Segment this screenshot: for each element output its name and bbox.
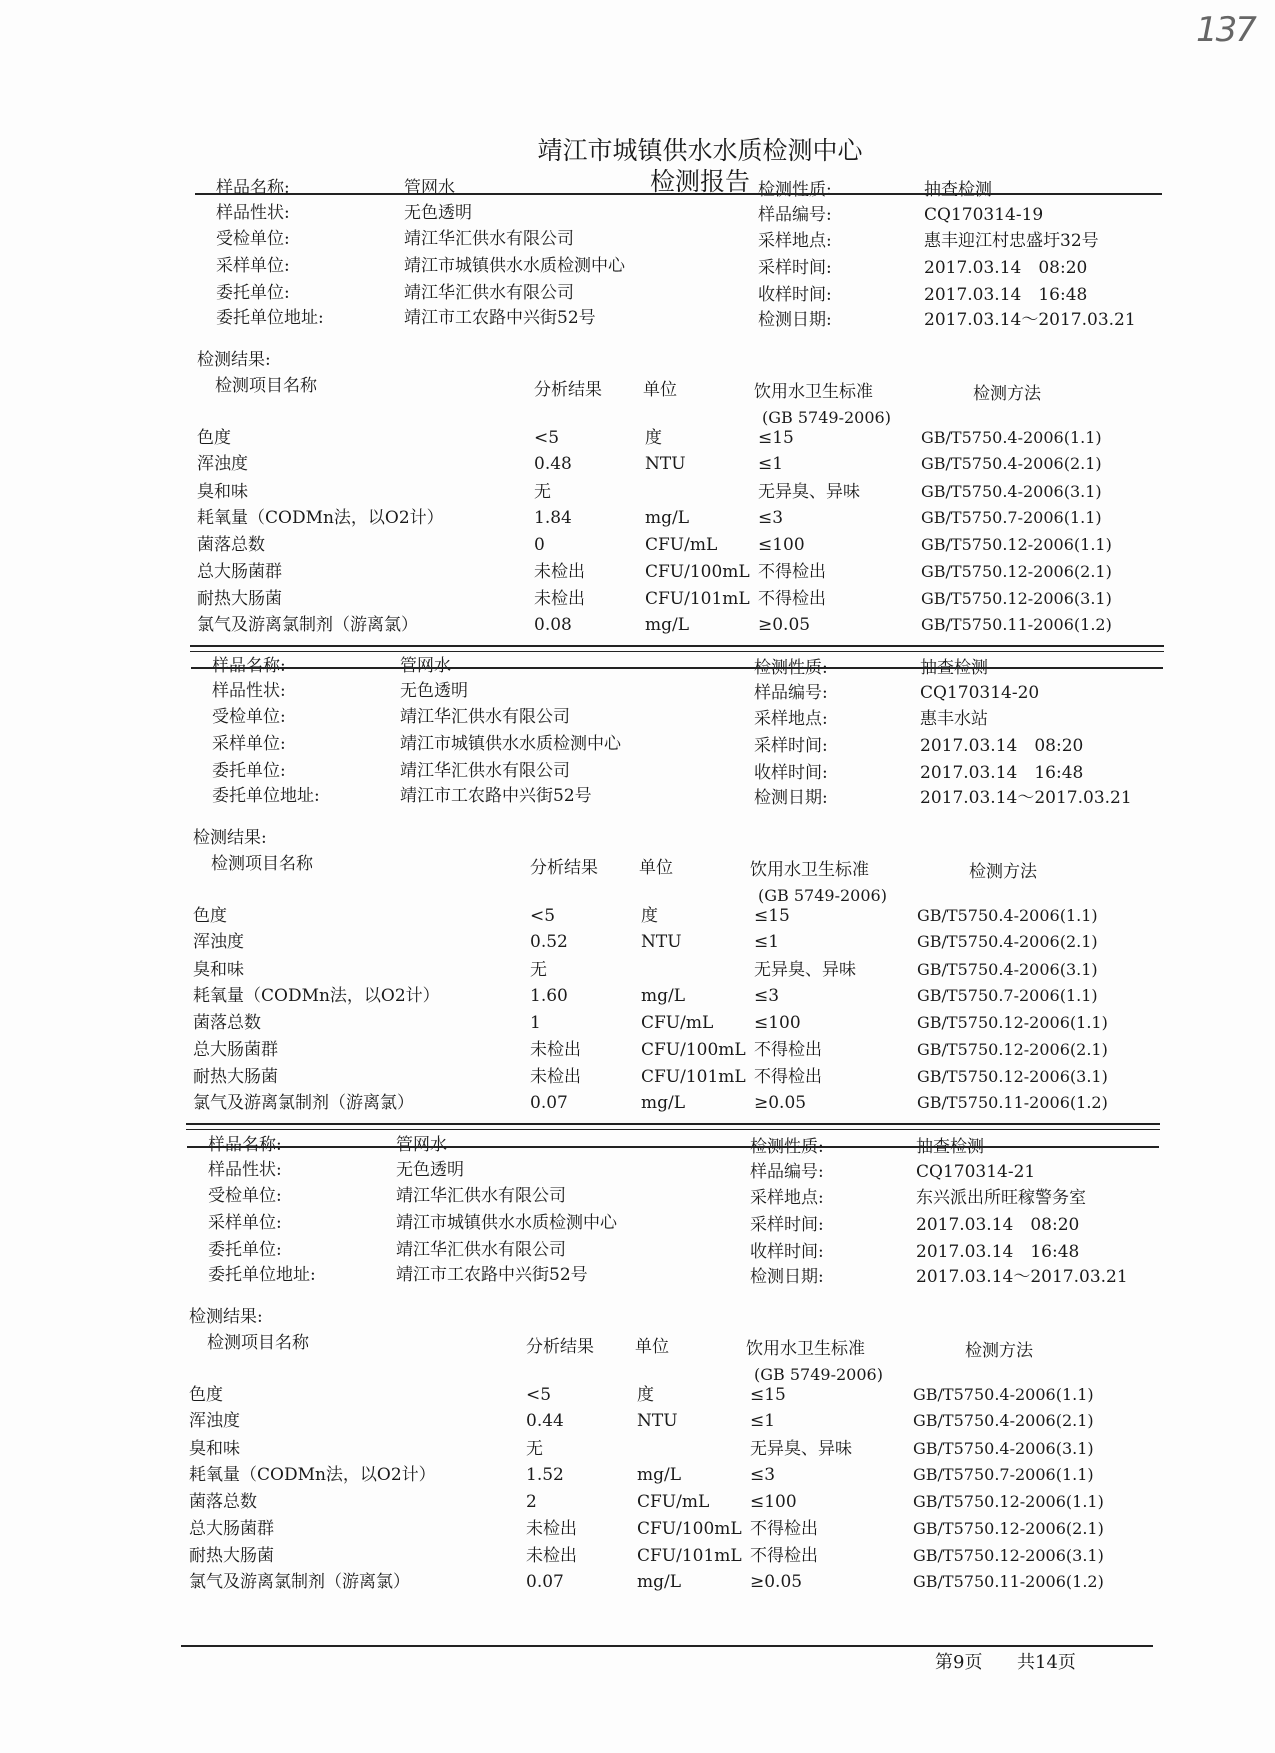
value-inspected-unit: 靖江华汇供水有限公司: [404, 229, 574, 249]
label-inspected-unit: 受检单位:: [216, 229, 290, 249]
block-top-rule: [187, 1146, 1159, 1148]
block-top-rule: [191, 667, 1163, 669]
label-sample-no: 样品编号:: [754, 683, 828, 703]
value-sampling-site: 惠丰水站: [920, 709, 988, 729]
cell-unit: mg/L: [641, 986, 686, 1006]
cell-item: 浑浊度: [189, 1411, 240, 1431]
cell-result: 0.07: [530, 1093, 568, 1113]
cell-unit: NTU: [645, 454, 686, 474]
cell-method: GB/T5750.4-2006(3.1): [921, 482, 1102, 501]
cell-method: GB/T5750.4-2006(2.1): [921, 454, 1102, 473]
cell-item: 臭和味: [197, 482, 248, 502]
cell-standard: 无异臭、异味: [754, 960, 856, 980]
label-sampling-time: 采样时间:: [754, 736, 828, 756]
column-header-standard-sub: (GB 5749-2006): [762, 408, 891, 427]
cell-method: GB/T5750.12-2006(1.1): [913, 1492, 1104, 1511]
value-entrusting-address: 靖江市工农路中兴街52号: [400, 786, 592, 806]
value-entrusting-address: 靖江市工农路中兴街52号: [404, 308, 596, 328]
label-inspected-unit: 受检单位:: [212, 707, 286, 727]
label-sampling-site: 采样地点:: [754, 709, 828, 729]
cell-result: 未检出: [530, 1040, 581, 1060]
value-sampling-unit: 靖江市城镇供水水质检测中心: [396, 1213, 617, 1233]
cell-unit: NTU: [641, 932, 682, 952]
cell-unit: mg/L: [645, 508, 690, 528]
cell-method: GB/T5750.12-2006(2.1): [921, 562, 1112, 581]
label-receive-time: 收样时间:: [754, 763, 828, 783]
value-sample-name: 管网水: [400, 656, 451, 676]
value-sampling-site: 惠丰迎江村忠盛圩32号: [924, 231, 1099, 251]
label-test-type: 检测性质:: [750, 1137, 824, 1157]
page-number: 137: [1196, 10, 1255, 50]
cell-item: 耗氧量（CODMn法，以O2计）: [197, 508, 444, 528]
cell-unit: CFU/mL: [637, 1492, 710, 1512]
report-title: 靖江市城镇供水水质检测中心: [537, 136, 863, 165]
value-entrusting-unit: 靖江华汇供水有限公司: [400, 761, 570, 781]
cell-unit: 度: [641, 906, 658, 926]
cell-item: 浑浊度: [197, 454, 248, 474]
cell-standard: ≥0.05: [750, 1572, 803, 1592]
cell-standard: ≥0.05: [754, 1093, 807, 1113]
cell-unit: mg/L: [637, 1465, 682, 1485]
label-sampling-unit: 采样单位:: [212, 734, 286, 754]
column-header-item: 检测项目名称: [215, 376, 317, 396]
cell-item: 菌落总数: [197, 535, 265, 555]
cell-standard: ≤3: [750, 1465, 776, 1485]
column-header-unit: 单位: [635, 1337, 669, 1357]
cell-unit: mg/L: [637, 1572, 682, 1592]
label-sampling-site: 采样地点:: [758, 231, 832, 251]
cell-result: 0.52: [530, 932, 568, 952]
block-bottom-rule: [190, 645, 1164, 647]
cell-method: GB/T5750.4-2006(1.1): [913, 1385, 1094, 1404]
cell-result: 0.08: [534, 615, 572, 635]
label-sample-name: 样品名称:: [212, 656, 286, 676]
cell-item: 菌落总数: [189, 1492, 257, 1512]
column-header-item: 检测项目名称: [207, 1333, 309, 1353]
cell-method: GB/T5750.12-2006(3.1): [913, 1546, 1104, 1565]
label-entrusting-address: 委托单位地址:: [216, 308, 324, 328]
cell-standard: ≤15: [750, 1385, 786, 1405]
results-label: 检测结果:: [193, 828, 267, 848]
column-header-standard: 饮用水卫生标准: [746, 1339, 865, 1359]
cell-standard: ≥0.05: [758, 615, 811, 635]
cell-result: 未检出: [534, 589, 585, 609]
cell-item: 总大肠菌群: [189, 1519, 274, 1539]
cell-method: GB/T5750.7-2006(1.1): [917, 986, 1098, 1005]
column-header-unit: 单位: [643, 380, 677, 400]
cell-method: GB/T5750.4-2006(3.1): [913, 1439, 1094, 1458]
cell-result: <5: [534, 428, 560, 448]
cell-unit: CFU/101mL: [637, 1546, 742, 1566]
label-test-date: 检测日期:: [758, 310, 832, 330]
cell-item: 色度: [197, 428, 231, 448]
cell-standard: ≤1: [754, 932, 780, 952]
block-top-rule: [195, 193, 1162, 195]
label-entrusting-unit: 委托单位:: [212, 761, 286, 781]
cell-standard: ≤3: [758, 508, 784, 528]
column-header-result: 分析结果: [530, 858, 598, 878]
cell-method: GB/T5750.4-2006(1.1): [917, 906, 1098, 925]
value-sample-no: CQ170314-19: [924, 205, 1044, 225]
label-sample-name: 样品名称:: [208, 1135, 282, 1155]
cell-method: GB/T5750.12-2006(3.1): [921, 589, 1112, 608]
cell-item: 色度: [193, 906, 227, 926]
value-sample-name: 管网水: [396, 1135, 447, 1155]
cell-method: GB/T5750.12-2006(2.1): [917, 1040, 1108, 1059]
cell-result: 0: [534, 535, 545, 555]
cell-result: 0.07: [526, 1572, 564, 1592]
cell-method: GB/T5750.12-2006(1.1): [917, 1013, 1108, 1032]
block-bottom-rule-thin: [190, 651, 1164, 652]
column-header-unit: 单位: [639, 858, 673, 878]
label-sampling-time: 采样时间:: [758, 258, 832, 278]
label-test-type: 检测性质:: [758, 180, 832, 200]
column-header-standard: 饮用水卫生标准: [750, 860, 869, 880]
cell-item: 氯气及游离氯制剂（游离氯）: [193, 1093, 414, 1113]
label-receive-time: 收样时间:: [750, 1242, 824, 1262]
cell-standard: ≤100: [750, 1492, 797, 1512]
value-inspected-unit: 靖江华汇供水有限公司: [396, 1186, 566, 1206]
cell-item: 耗氧量（CODMn法，以O2计）: [189, 1465, 436, 1485]
label-sample-name: 样品名称:: [216, 178, 290, 198]
label-sampling-time: 采样时间:: [750, 1215, 824, 1235]
cell-result: 1.84: [534, 508, 572, 528]
cell-standard: 不得检出: [754, 1067, 822, 1087]
value-sample-form: 无色透明: [404, 203, 472, 223]
cell-item: 耗氧量（CODMn法，以O2计）: [193, 986, 440, 1006]
cell-standard: 无异臭、异味: [750, 1439, 852, 1459]
label-sample-no: 样品编号:: [758, 205, 832, 225]
value-test-date: 2017.03.14～2017.03.21: [916, 1267, 1128, 1287]
cell-unit: CFU/101mL: [641, 1067, 746, 1087]
cell-unit: 度: [645, 428, 662, 448]
label-sample-form: 样品性状:: [208, 1160, 282, 1180]
cell-method: GB/T5750.7-2006(1.1): [913, 1465, 1094, 1484]
results-label: 检测结果:: [197, 350, 271, 370]
cell-item: 耐热大肠菌: [189, 1546, 274, 1566]
cell-method: GB/T5750.11-2006(1.2): [921, 615, 1112, 634]
cell-result: 1: [530, 1013, 541, 1033]
label-inspected-unit: 受检单位:: [208, 1186, 282, 1206]
cell-standard: ≤15: [754, 906, 790, 926]
cell-result: 未检出: [530, 1067, 581, 1087]
value-sampling-unit: 靖江市城镇供水水质检测中心: [404, 256, 625, 276]
cell-result: 1.60: [530, 986, 568, 1006]
cell-method: GB/T5750.4-2006(2.1): [917, 932, 1098, 951]
cell-unit: NTU: [637, 1411, 678, 1431]
value-test-type: 抽查检测: [924, 180, 992, 200]
value-inspected-unit: 靖江华汇供水有限公司: [400, 707, 570, 727]
cell-unit: CFU/mL: [641, 1013, 714, 1033]
block-bottom-rule: [186, 1123, 1160, 1125]
cell-result: 0.48: [534, 454, 572, 474]
cell-method: GB/T5750.12-2006(2.1): [913, 1519, 1104, 1538]
value-sampling-time: 2017.03.14 08:20: [920, 736, 1084, 756]
cell-method: GB/T5750.12-2006(1.1): [921, 535, 1112, 554]
label-entrusting-address: 委托单位地址:: [212, 786, 320, 806]
block-bottom-rule-thin: [186, 1129, 1160, 1130]
cell-standard: ≤1: [758, 454, 784, 474]
column-header-result: 分析结果: [534, 380, 602, 400]
cell-unit: CFU/100mL: [645, 562, 750, 582]
cell-item: 浑浊度: [193, 932, 244, 952]
cell-item: 氯气及游离氯制剂（游离氯）: [197, 615, 418, 635]
value-sampling-unit: 靖江市城镇供水水质检测中心: [400, 734, 621, 754]
label-test-date: 检测日期:: [750, 1267, 824, 1287]
column-header-result: 分析结果: [526, 1337, 594, 1357]
value-sample-form: 无色透明: [400, 681, 468, 701]
label-entrusting-address: 委托单位地址:: [208, 1265, 316, 1285]
cell-standard: ≤15: [758, 428, 794, 448]
value-receive-time: 2017.03.14 16:48: [916, 1242, 1080, 1262]
cell-method: GB/T5750.7-2006(1.1): [921, 508, 1102, 527]
cell-method: GB/T5750.4-2006(2.1): [913, 1411, 1094, 1430]
cell-item: 菌落总数: [193, 1013, 261, 1033]
cell-unit: CFU/mL: [645, 535, 718, 555]
cell-standard: 无异臭、异味: [758, 482, 860, 502]
label-sample-form: 样品性状:: [216, 203, 290, 223]
label-sample-form: 样品性状:: [212, 681, 286, 701]
cell-result: 无: [526, 1439, 543, 1459]
footer-total: 共14页: [1017, 1652, 1076, 1673]
cell-item: 臭和味: [193, 960, 244, 980]
value-sample-no: CQ170314-20: [920, 683, 1040, 703]
footer-rule: [181, 1645, 1153, 1647]
column-header-standard: 饮用水卫生标准: [754, 382, 873, 402]
cell-result: 2: [526, 1492, 537, 1512]
value-sample-name: 管网水: [404, 178, 455, 198]
value-test-date: 2017.03.14～2017.03.21: [920, 788, 1132, 808]
cell-standard: 不得检出: [758, 589, 826, 609]
label-sampling-site: 采样地点:: [750, 1188, 824, 1208]
value-receive-time: 2017.03.14 16:48: [924, 285, 1088, 305]
cell-unit: mg/L: [641, 1093, 686, 1113]
value-sample-form: 无色透明: [396, 1160, 464, 1180]
cell-method: GB/T5750.4-2006(3.1): [917, 960, 1098, 979]
value-sample-no: CQ170314-21: [916, 1162, 1036, 1182]
label-sample-no: 样品编号:: [750, 1162, 824, 1182]
cell-result: <5: [530, 906, 556, 926]
cell-item: 耐热大肠菌: [197, 589, 282, 609]
cell-unit: 度: [637, 1385, 654, 1405]
results-label: 检测结果:: [189, 1307, 263, 1327]
cell-item: 臭和味: [189, 1439, 240, 1459]
value-entrusting-unit: 靖江华汇供水有限公司: [404, 283, 574, 303]
cell-method: GB/T5750.4-2006(1.1): [921, 428, 1102, 447]
label-sampling-unit: 采样单位:: [216, 256, 290, 276]
column-header-method: 检测方法: [973, 384, 1041, 404]
cell-standard: ≤100: [754, 1013, 801, 1033]
cell-standard: ≤3: [754, 986, 780, 1006]
report-subtitle: 检测报告: [649, 167, 750, 196]
cell-standard: 不得检出: [754, 1040, 822, 1060]
cell-item: 色度: [189, 1385, 223, 1405]
cell-method: GB/T5750.11-2006(1.2): [913, 1572, 1104, 1591]
cell-result: 1.52: [526, 1465, 564, 1485]
cell-unit: CFU/100mL: [641, 1040, 746, 1060]
column-header-method: 检测方法: [969, 862, 1037, 882]
value-test-type: 抽查检测: [920, 658, 988, 678]
value-test-type: 抽查检测: [916, 1137, 984, 1157]
cell-result: 无: [530, 960, 547, 980]
cell-standard: ≤1: [750, 1411, 776, 1431]
cell-item: 氯气及游离氯制剂（游离氯）: [189, 1572, 410, 1592]
label-sampling-unit: 采样单位:: [208, 1213, 282, 1233]
value-sampling-time: 2017.03.14 08:20: [916, 1215, 1080, 1235]
cell-result: <5: [526, 1385, 552, 1405]
cell-result: 无: [534, 482, 551, 502]
cell-result: 未检出: [526, 1546, 577, 1566]
cell-result: 未检出: [534, 562, 585, 582]
cell-standard: 不得检出: [750, 1546, 818, 1566]
value-test-date: 2017.03.14～2017.03.21: [924, 310, 1136, 330]
cell-standard: 不得检出: [750, 1519, 818, 1539]
cell-standard: ≤100: [758, 535, 805, 555]
cell-item: 耐热大肠菌: [193, 1067, 278, 1087]
label-test-date: 检测日期:: [754, 788, 828, 808]
cell-method: GB/T5750.11-2006(1.2): [917, 1093, 1108, 1112]
cell-result: 未检出: [526, 1519, 577, 1539]
cell-result: 0.44: [526, 1411, 564, 1431]
cell-method: GB/T5750.12-2006(3.1): [917, 1067, 1108, 1086]
cell-unit: CFU/100mL: [637, 1519, 742, 1539]
cell-item: 总大肠菌群: [197, 562, 282, 582]
footer-page: 第9页: [935, 1652, 983, 1673]
label-test-type: 检测性质:: [754, 658, 828, 678]
column-header-standard-sub: (GB 5749-2006): [754, 1365, 883, 1384]
cell-standard: 不得检出: [758, 562, 826, 582]
value-sampling-site: 东兴派出所旺稼警务室: [916, 1188, 1086, 1208]
label-receive-time: 收样时间:: [758, 285, 832, 305]
value-entrusting-unit: 靖江华汇供水有限公司: [396, 1240, 566, 1260]
column-header-method: 检测方法: [965, 1341, 1033, 1361]
value-sampling-time: 2017.03.14 08:20: [924, 258, 1088, 278]
cell-unit: mg/L: [645, 615, 690, 635]
value-entrusting-address: 靖江市工农路中兴街52号: [396, 1265, 588, 1285]
cell-unit: CFU/101mL: [645, 589, 750, 609]
label-entrusting-unit: 委托单位:: [216, 283, 290, 303]
value-receive-time: 2017.03.14 16:48: [920, 763, 1084, 783]
label-entrusting-unit: 委托单位:: [208, 1240, 282, 1260]
column-header-standard-sub: (GB 5749-2006): [758, 886, 887, 905]
cell-item: 总大肠菌群: [193, 1040, 278, 1060]
column-header-item: 检测项目名称: [211, 854, 313, 874]
